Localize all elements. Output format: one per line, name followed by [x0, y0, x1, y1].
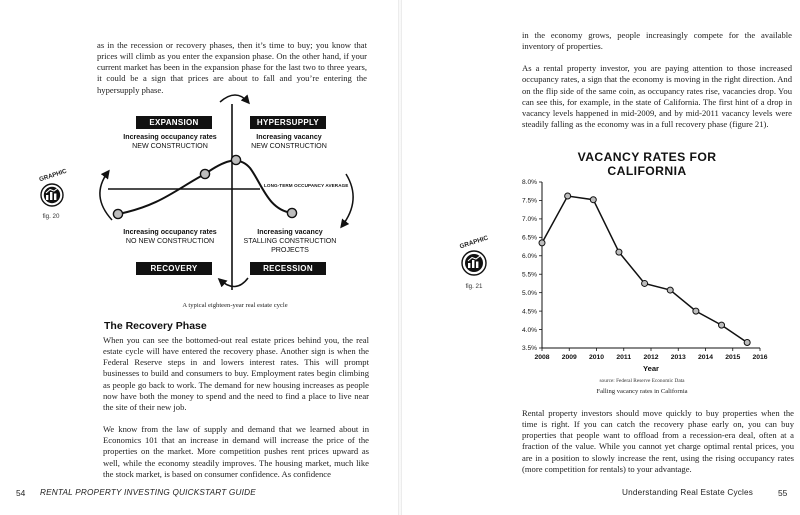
recession-line1: Increasing vacancy — [257, 228, 323, 236]
cycle-point-recession — [287, 208, 296, 217]
y-tick-label: 3.5% — [521, 345, 537, 353]
x-tick-label: 2012 — [643, 354, 659, 361]
cycle-point-expansion — [200, 169, 209, 178]
data-point — [642, 280, 648, 286]
left-cycle-arrow — [100, 172, 112, 220]
left-footer-book-title: RENTAL PROPERTY INVESTING QUICKSTART GUIDE — [40, 488, 256, 497]
x-tick-label: 2015 — [725, 354, 741, 361]
y-tick-label: 6.0% — [521, 252, 537, 260]
y-tick-label: 5.5% — [521, 271, 537, 279]
vacancy-rate-chart — [402, 0, 800, 400]
cycle-point-peak — [231, 155, 240, 164]
data-point — [616, 249, 622, 255]
right-page — [402, 0, 800, 515]
x-tick-label: 2014 — [697, 354, 714, 361]
y-tick-label: 5.0% — [521, 289, 537, 297]
x-axis-label: Year — [642, 364, 660, 373]
chart-source: source: Federal Reserve Economic Data — [599, 378, 685, 384]
data-point — [667, 287, 673, 293]
x-tick-label: 2008 — [534, 354, 550, 361]
long-term-average-label: LONG-TERM OCCUPANCY AVERAGE — [264, 183, 349, 188]
right-paragraph-top: in the economy grows, people increasingly compete for the available inventory of properties. — [522, 30, 792, 52]
x-tick-label: 2013 — [670, 354, 686, 361]
cycle-point-recovery — [113, 209, 122, 218]
fig-20-label: fig. 20 — [42, 213, 60, 220]
recovery-line2: NO NEW CONSTRUCTION — [125, 237, 215, 245]
left-paragraphs-bottom — [103, 335, 369, 480]
expansion-quadrant-label — [110, 133, 230, 151]
data-point — [590, 197, 596, 203]
recession-phase-box: RECESSION — [250, 262, 326, 275]
recovery-phase-box: RECOVERY — [136, 262, 212, 275]
hypersupply-quadrant-label — [234, 133, 344, 151]
right-paragraph-bottom-block — [522, 408, 794, 475]
bottom-cycle-arrow — [220, 278, 248, 287]
x-tick-label: 2016 — [752, 354, 768, 361]
left-page — [0, 0, 398, 515]
recession-line3: PROJECTS — [271, 246, 309, 254]
hypersupply-line2: NEW CONSTRUCTION — [251, 142, 327, 150]
y-tick-label: 6.5% — [521, 234, 537, 242]
cycle-caption: A typical eighteen-year real estate cycle — [182, 302, 288, 309]
y-tick-label: 7.5% — [521, 197, 537, 205]
right-footer-chapter-title: Understanding Real Estate Cycles — [622, 488, 754, 497]
right-footer-page-number: 55 — [778, 488, 788, 498]
hypersupply-line1: Increasing vacancy — [256, 133, 322, 141]
left-paragraph-recovery: When you can see the bottomed-out real estate prices behind you, the real estate cycle will have entered the recovery phase. Another sign is when the Federal Reserve steps in and lowers interest rates. This will prompt businesses to build and consumers to buy. Employment rates begin climbing as people go back to work. The demand for new housing increases as people now have both the money to spend and the need to find a place to live near the site of their new job. — [103, 335, 369, 412]
data-point — [719, 322, 725, 328]
right-cycle-arrow — [342, 174, 353, 226]
fig-21-label: fig. 21 — [465, 283, 483, 290]
data-point — [693, 308, 699, 314]
y-tick-label: 4.0% — [521, 326, 537, 334]
x-tick-label: 2010 — [588, 354, 605, 361]
vacancy-series-line — [542, 196, 747, 342]
right-paragraph-bottom: Rental property investors should move quickly to buy properties when the time is right. If you can catch the recovery phase early on, you can buy properties that people want to offload from a recession-era deal, often at a fraction of the value. While you cannot yet charge optimal rental prices, you are in a position to slowly increase the rent, using the rising occupancy rates (more competition for rentals) to your advantage. — [522, 408, 794, 474]
right-paragraph-investor: As a rental property investor, you are paying attention to those increased occupancy rates, a sign that the economy is moving in the right direction. And on the flip side of the same coin, as occupancy rates rise, vacancies drop. You can see this, for example, in the state of California. The first hint of a drop in vacancy levels happened in mid-2009, and by mid-2011 vacancy levels were steadily falling as the economy was in a full recovery phase (figure 21). — [522, 63, 792, 130]
data-point — [539, 240, 545, 246]
hypersupply-phase-box: HYPERSUPPLY — [250, 116, 326, 129]
graphic-badge-text: GRAPHIC — [458, 234, 490, 251]
x-tick-label: 2011 — [616, 354, 632, 361]
section-heading-recovery: The Recovery Phase — [104, 320, 207, 332]
y-tick-label: 8.0% — [521, 179, 537, 187]
y-tick-label: 4.5% — [521, 308, 537, 316]
expansion-phase-box: EXPANSION — [136, 116, 212, 129]
recovery-quadrant-label — [108, 228, 232, 246]
chart-title: VACANCY RATES FOR CALIFORNIA — [577, 150, 717, 178]
graphic-badge-icon — [34, 180, 70, 210]
graphic-badge-icon — [456, 247, 492, 279]
x-tick-label: 2009 — [561, 354, 577, 361]
expansion-line1: Increasing occupancy rates — [123, 133, 217, 141]
data-point — [744, 339, 750, 345]
recession-line2: STALLING CONSTRUCTION — [243, 237, 337, 245]
recession-quadrant-label — [234, 228, 346, 255]
left-paragraph-top-text: as in the recession or recovery phases, then it’s time to buy; you know that prices will climb as you enter the expansion phase. On the other hand, if your current market has been in the expansion phase for the last two to three years, it could be a sign that prices are about to fall and you’re entering the hypersupply phase. — [97, 40, 367, 95]
left-footer-page-number: 54 — [16, 488, 26, 498]
recovery-line1: Increasing occupancy rates — [123, 228, 217, 236]
graphic-badge-text: GRAPHIC — [38, 167, 68, 184]
expansion-line2: NEW CONSTRUCTION — [132, 142, 208, 150]
y-tick-label: 7.0% — [521, 216, 537, 224]
data-point — [565, 193, 571, 199]
chart-caption: Falling vacancy rates in California — [596, 388, 688, 395]
top-cycle-arrow — [220, 95, 248, 102]
left-paragraph-supply: We know from the law of supply and demand that we learned about in Economics 101 that an increase in demand will increase the price of the properties on the market. More competition pushes rent prices upward as well, while the economy steadily improves. The housing market, much like the stock market, is based on consumer confidence. As confidence — [103, 424, 369, 479]
